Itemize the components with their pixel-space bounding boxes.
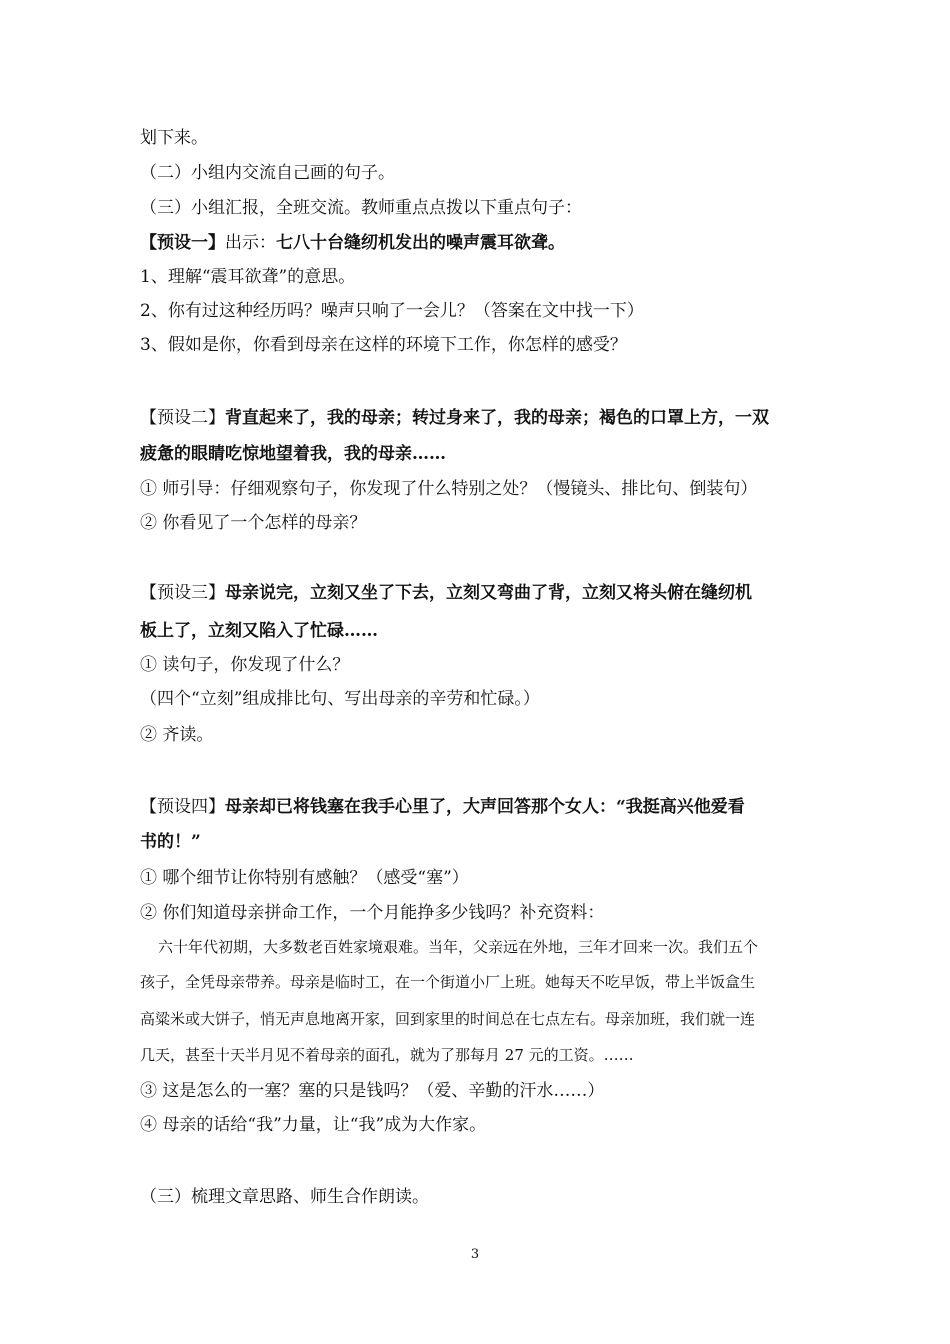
text-line: ① 读句子，你发现了什么？	[140, 655, 350, 675]
supplement-text: 高粱米或大饼子，悄无声息地离开家，回到家里的时间总在七点左右。母亲加班，我们就一连	[140, 1010, 756, 1028]
preset-three-line	[140, 581, 752, 605]
preset-one-line	[140, 231, 565, 255]
text-line: ③ 这是怎么的一塞？塞的只是钱吗？（爱、辛勤的汗水……）	[140, 1081, 605, 1101]
text-line: ④ 母亲的话给“我”力量，让“我”成为大作家。	[140, 1115, 487, 1135]
text-line: ① 哪个细节让你特别有感触？（感受“塞”）	[140, 868, 469, 888]
text-line: ② 你们知道母亲拼命工作，一个月能挣多少钱吗？补充资料：	[140, 903, 605, 923]
preset-label: 【预设四】	[140, 797, 225, 817]
text-line: 划下来。	[140, 128, 208, 148]
preset-four-line	[140, 795, 745, 819]
quoted-sentence: 书的！”	[140, 832, 201, 852]
text-line: （三）梳理文章思路、师生合作朗读。	[140, 1187, 429, 1207]
text-line: 1、理解“震耳欲聋”的意思。	[140, 267, 356, 287]
supplement-text: 孩子，全凭母亲带养。母亲是临时工，在一个街道小厂上班。她每天不吃早饭，带上半饭盒生	[140, 973, 756, 991]
text-line: （四个“立刻”组成排比句、写出母亲的辛劳和忙碌。）	[140, 689, 540, 709]
text-line: ② 齐读。	[140, 725, 214, 745]
quoted-sentence: 疲惫的眼睛吃惊地望着我，我的母亲……	[140, 444, 446, 464]
quoted-sentence: 七八十台缝纫机发出的噪声震耳欲聋。	[276, 233, 565, 253]
supplement-text: 六十年代初期，大多数老百姓家境艰难。当年，父亲远在外地，三年才回来一次。我们五个	[158, 938, 759, 956]
preset-label: 【预设三】	[140, 583, 225, 603]
quoted-sentence: 板上了，立刻又陷入了忙碌……	[140, 621, 378, 641]
text-line: 3、假如是你，你看到母亲在这样的环境下工作，你怎样的感受？	[140, 335, 627, 355]
preset-two-line	[140, 406, 769, 430]
supplement-text: 几天，甚至十天半月见不着母亲的面孔，就为了那每月 27 元的工资。……	[140, 1046, 634, 1064]
text-line: 2、你有过这种经历吗？噪声只响了一会儿？（答案在文中找一下）	[140, 301, 644, 321]
text-line: ① 师引导：仔细观察句子，你发现了什么特别之处？（慢镜头、排比句、倒装句）	[140, 479, 758, 499]
preset-label: 【预设一】	[140, 233, 225, 253]
text-line: （二）小组内交流自己画的句子。	[140, 163, 395, 183]
text-span: 出示：	[225, 233, 276, 253]
text-line: ② 你看见了一个怎样的母亲？	[140, 513, 367, 533]
page-number: 3	[470, 1247, 480, 1262]
text-line: （三）小组汇报，全班交流。教师重点点拨以下重点句子：	[140, 198, 582, 218]
quoted-sentence: 母亲说完，立刻又坐了下去，立刻又弯曲了背，立刻又将头俯在缝纫机	[225, 583, 752, 603]
quoted-sentence: 背直起来了，我的母亲；转过身来了，我的母亲；褐色的口罩上方，一双	[225, 408, 769, 428]
preset-label: 【预设二】	[140, 408, 225, 428]
quoted-sentence: 母亲却已将钱塞在我手心里了，大声回答那个女人：“我挺高兴他爱看	[225, 797, 745, 817]
